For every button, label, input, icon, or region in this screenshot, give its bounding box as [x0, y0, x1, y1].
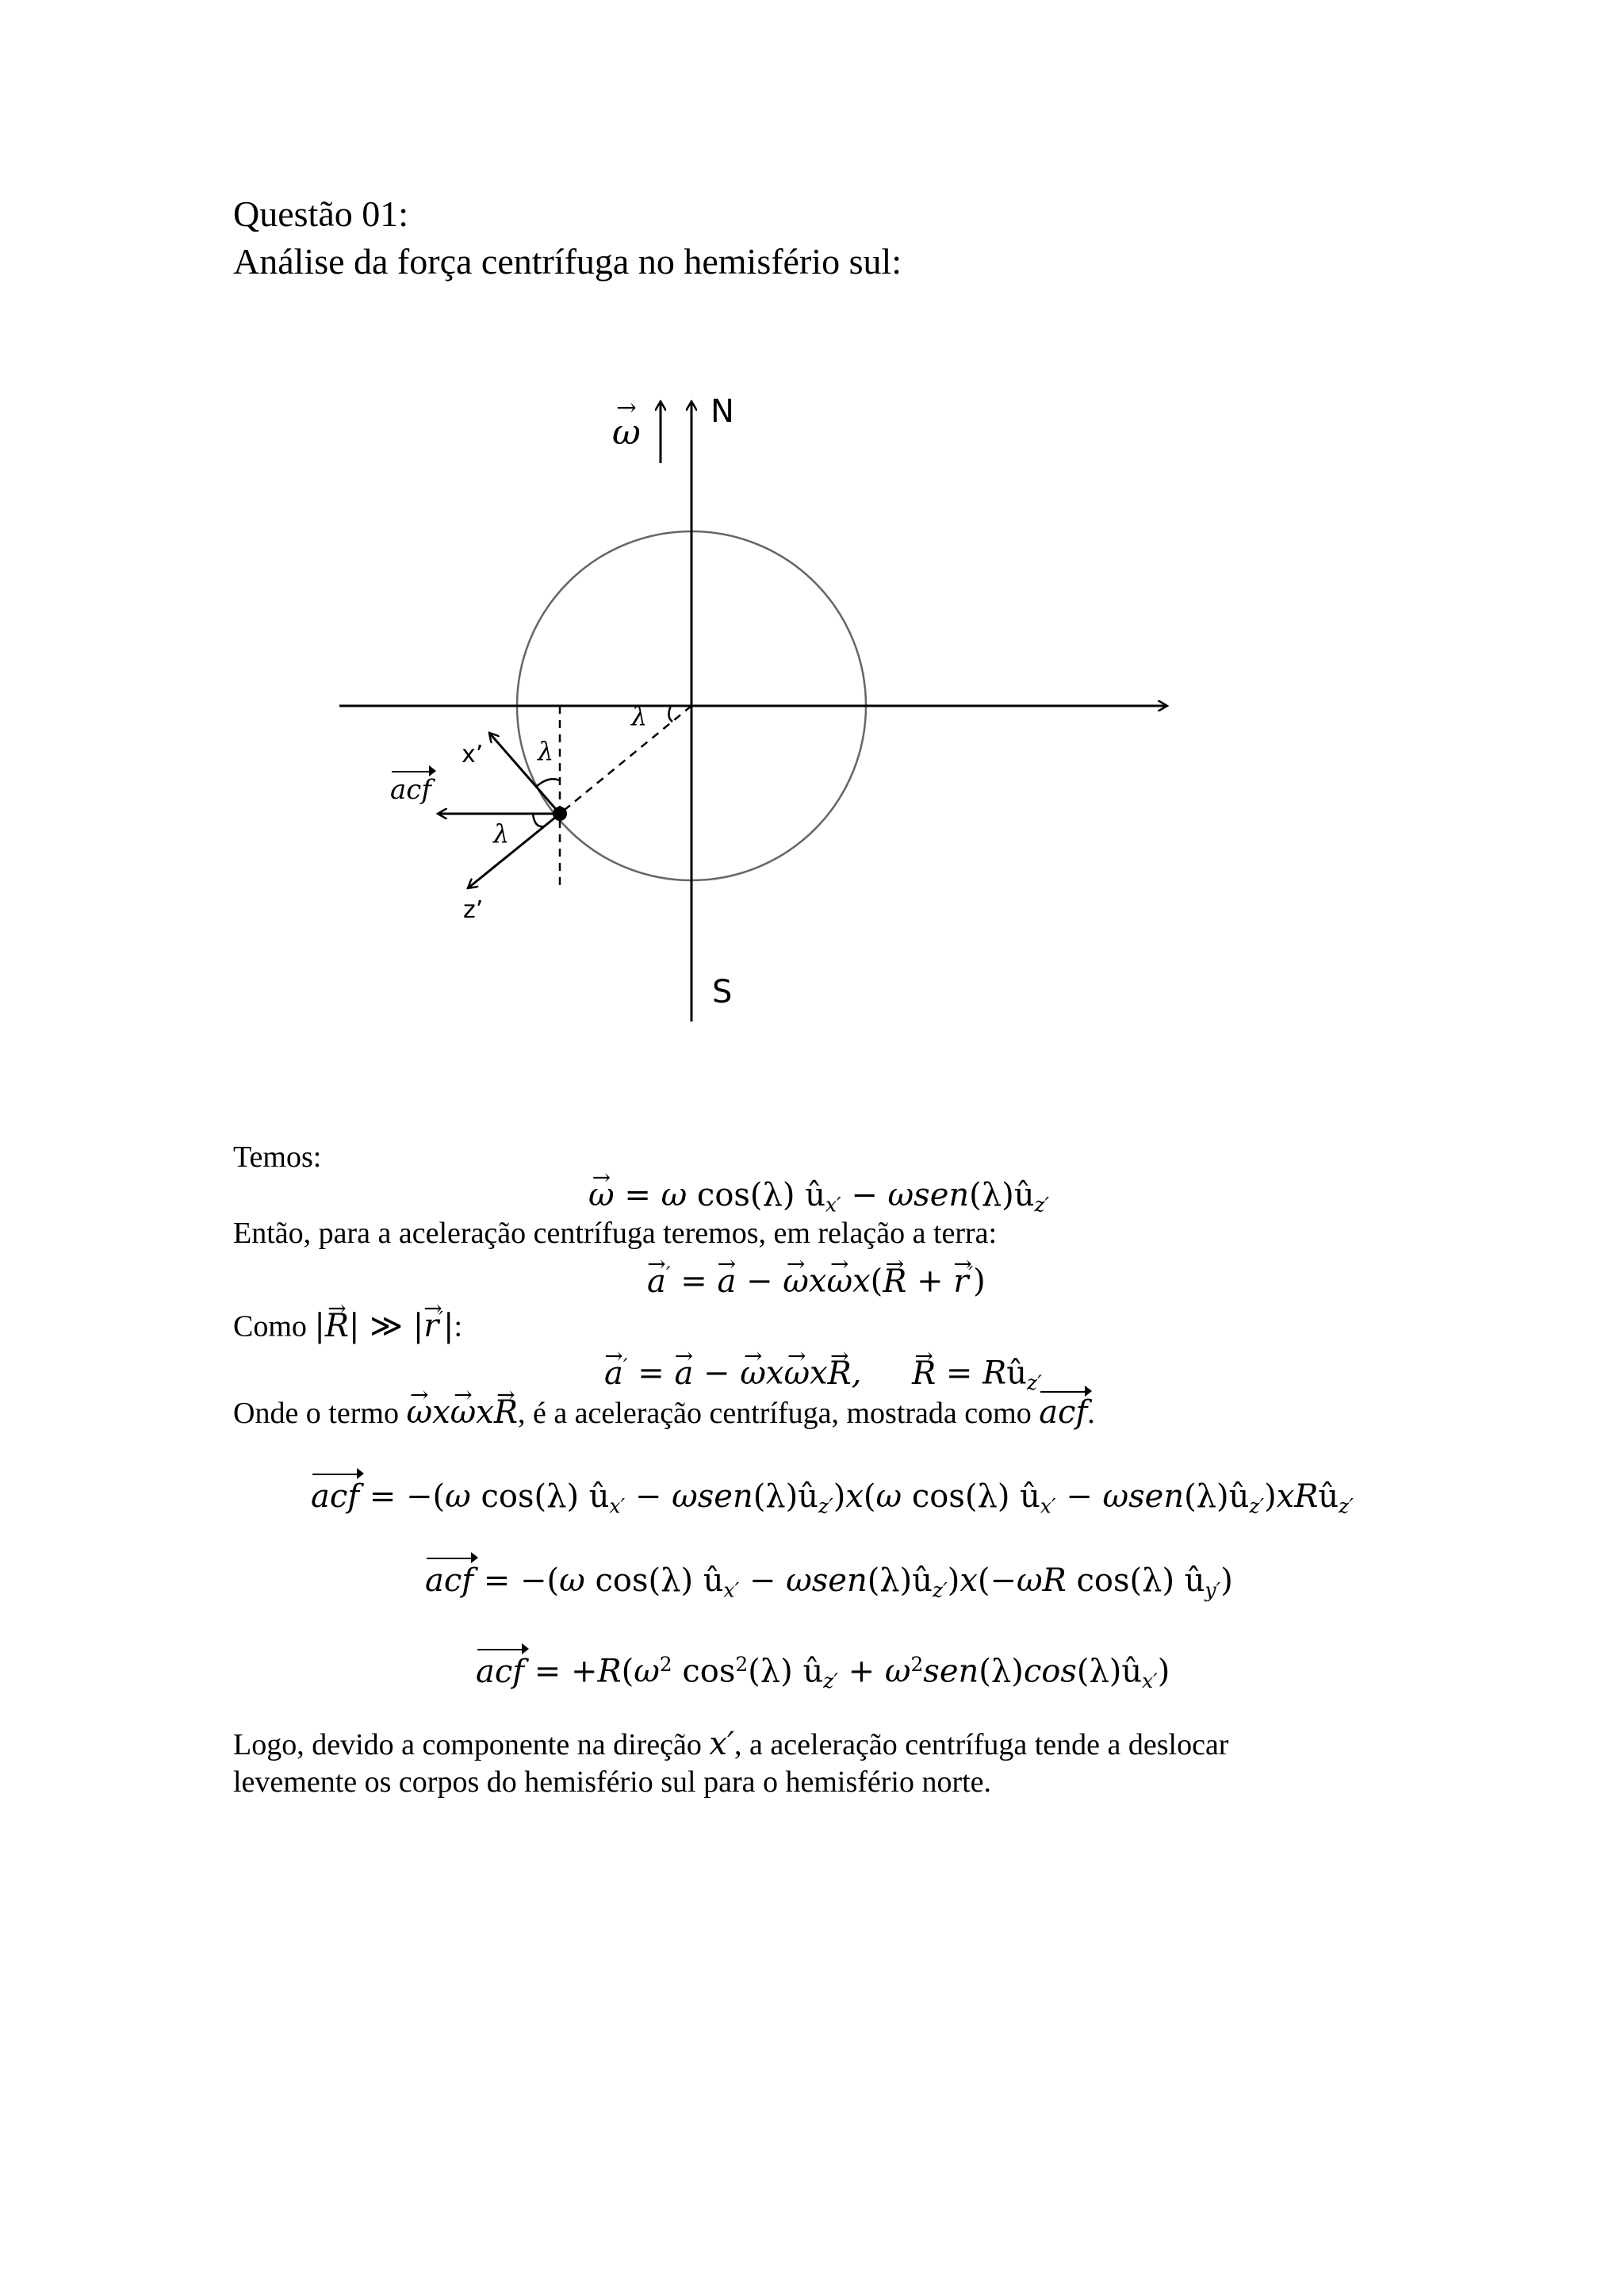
conclusion-line-1: Logo, devido a componente na direção x′, a aceleração centrífuga tende a deslocar — [233, 1726, 1229, 1762]
omega-label: ω → — [612, 412, 641, 453]
angle-arc-bottom — [533, 814, 544, 826]
earth-diagram — [0, 0, 1624, 1071]
acceleration-approx-equation: a →′ = a → − ω →xω →xR →, R → = $Rû_{z'}$ — [604, 1347, 1042, 1403]
lambda-label-bottom: λ — [493, 818, 510, 849]
acf-equation-1: acf = −(ω cos(λ) $û_{x'}$ − $\omega sen(\lambda)û_{z'})x(\omega$ cos(λ) $û_{x'}$ − $\omega sen(\lambda)û_{z'})xRû_{z'}$ — [311, 1478, 1354, 1518]
temos-label: Temos: — [233, 1140, 322, 1174]
omega-equation: ω → = ω cos(λ) $û_{x'}$ − $\omega sen(\lambda)û_{z'}$ — [588, 1175, 1049, 1225]
acf-equation-3: acf = $+R(\omega^2$ $\cos^2(\lambda)$ $û_{z'}$ + $\omega^2sen(\lambda)\cos(\lambda)û_{x'}$) — [476, 1653, 1170, 1693]
conclusion-line-2: levemente os corpos do hemisfério sul para o hemisfério norte. — [233, 1765, 992, 1799]
question-number: Questão 01: — [233, 194, 409, 234]
angle-arc-center — [668, 706, 672, 722]
angle-arc-top — [536, 779, 560, 787]
acceleration-equation: a →′ = a → − ω →xω →x(R → + r →′) — [647, 1255, 986, 1301]
zprime-label: z’ — [463, 896, 484, 924]
north-label: N — [710, 393, 734, 430]
page-title: Análise da força centrífuga no hemisfério sul: — [233, 241, 902, 282]
lambda-label-center: λ — [631, 701, 648, 731]
acf-label: acf — [390, 774, 431, 806]
south-label: S — [712, 974, 733, 1010]
xprime-label: x’ — [462, 741, 484, 769]
como-line: Como |R →| ≫ |r →′|: — [233, 1301, 462, 1345]
entao-text: Então, para a aceleração centrífuga teremos, em relação a terra: — [233, 1217, 998, 1250]
onde-line: Onde o termo ω →xω →xR →, é a aceleração centrífuga, mostrada como acf. — [233, 1394, 1095, 1432]
lambda-label-top: λ — [538, 736, 554, 766]
zprime-arrow — [468, 814, 560, 888]
acf-equation-2: acf = −(ω cos(λ) $û_{x'}$ − $\omega sen(\lambda)û_{z'})x(-\omega R$ cos(λ) $û_{y'}$) — [425, 1562, 1233, 1602]
